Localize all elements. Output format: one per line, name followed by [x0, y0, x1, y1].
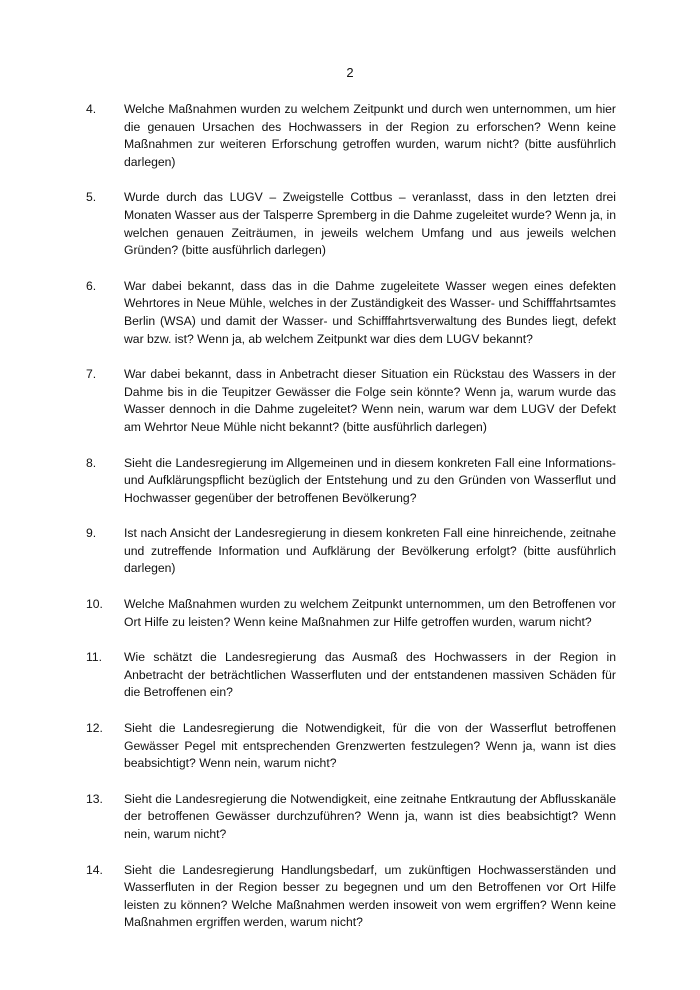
question-number: 12. [86, 721, 103, 736]
question-item-12 [86, 720, 616, 773]
question-number: 6. [86, 278, 97, 293]
question-number: 4. [86, 102, 97, 116]
question-number: 9. [86, 526, 97, 541]
question-list [86, 101, 616, 950]
question-item-8 [86, 455, 616, 508]
question-number: 11. [86, 650, 103, 665]
question-number: 5. [86, 190, 97, 205]
question-item-4 [86, 101, 616, 171]
question-item-10 [86, 596, 616, 631]
question-text: War dabei bekannt, dass in Anbetracht dieser Situation ein Rückstau des Wassers in der Dahme bis in die Teupitzer Gewässer die Folge sein könnte? Wenn ja, warum wurde das Wasser dennoch in die Dahme zugeleitet? Wenn nein, warum war dem LUGV der Defekt am Wehrtor Neue Mühle nicht bekannt? (bitte ausführlich darlegen) [124, 367, 616, 434]
question-text: Wie schätzt die Landesregierung das Ausmaß des Hochwassers in der Region in Anbetracht der beträchtlichen Wasserfluten und der entstandenen massiven Schäden für die Betroffenen ein? [124, 650, 616, 700]
question-text: Sieht die Landesregierung Handlungsbedarf, um zukünftigen Hochwasserständen und Wasserfluten in der Region besser zu begegnen und um den Betroffenen vor Ort Hilfe leisten zu können? Welche Maßnahmen werden insoweit von wem ergriffen? Wenn keine Maßnahmen ergriffen werden, warum nicht? [124, 862, 616, 930]
question-item-5 [86, 189, 616, 259]
question-item-13 [86, 791, 616, 844]
question-number: 10. [86, 597, 103, 612]
question-number: 14. [86, 862, 103, 877]
question-item-7 [86, 366, 616, 436]
question-item-6 [86, 278, 616, 348]
question-text: Welche Maßnahmen wurden zu welchem Zeitpunkt und durch wen unternommen, um hier die genauen Ursachen des Hochwassers in der Region zu erforschen? Wenn keine Maßnahmen zur weiteren Erforschung getroffen wurden, warum nicht? (bitte ausführlich darlegen) [124, 102, 616, 169]
question-number: 7. [86, 367, 97, 382]
question-text: Sieht die Landesregierung im Allgemeinen und in diesem konkreten Fall eine Informations- und Aufklärungspflicht bezüglich der Entstehung und zu den Gründen von Wasserflut und Hochwasser gegenüber der betroffenen Bevölkerung? [124, 455, 616, 505]
question-item-14 [86, 862, 616, 932]
question-item-11 [86, 649, 616, 702]
question-text: Wurde durch das LUGV – Zweigstelle Cottbus – veranlasst, dass in den letzten drei Monaten Wasser aus der Talsperre Spremberg in die Dahme zugeleitet wurde? Wenn ja, in welchen genauen Zeiträumen, in jeweils welchem Umfang und aus jeweils welchen Gründen? (bitte ausführlich darlegen) [124, 190, 616, 258]
question-text: Sieht die Landesregierung die Notwendigkeit, eine zeitnahe Entkrautung der Abflusskanäle der betroffenen Gewässer durchzuführen? Wenn ja, wann ist dies beabsichtigt? Wenn nein, warum nicht? [124, 791, 616, 841]
page-number: 2 [346, 65, 354, 80]
question-number: 8. [86, 455, 97, 470]
question-text: Sieht die Landesregierung die Notwendigkeit, für die von der Wasserflut betroffenen Gewässer Pegel mit entsprechenden Grenzwerten festzulegen? Wenn ja, wann ist dies beabsichtigt? Wenn nein, warum nicht? [124, 721, 616, 771]
question-text: Welche Maßnahmen wurden zu welchem Zeitpunkt unternommen, um den Betroffenen vor Ort Hilfe zu leisten? Wenn keine Maßnahmen zur Hilfe getroffen wurden, warum nicht? [124, 597, 616, 629]
question-text: War dabei bekannt, dass das in die Dahme zugeleitete Wasser wegen eines defekten Wehrtores in Neue Mühle, welches in der Zuständigkeit des Wasser- und Schifffahrtsamtes Berlin (WSA) und damit der Wasser- und Schifffahrtsverwaltung des Bundes liegt, defekt war bzw. ist? Wenn ja, ab welchem Zeitpunkt war dies dem LUGV bekannt? [124, 278, 616, 346]
question-text: Ist nach Ansicht der Landesregierung in diesem konkreten Fall eine hinreichende, zeitnahe und zutreffende Information und Aufklärung der Bevölkerung erfolgt? (bitte ausführlich darlegen) [124, 526, 616, 576]
question-item-9 [86, 525, 616, 578]
question-number: 13. [86, 791, 103, 806]
